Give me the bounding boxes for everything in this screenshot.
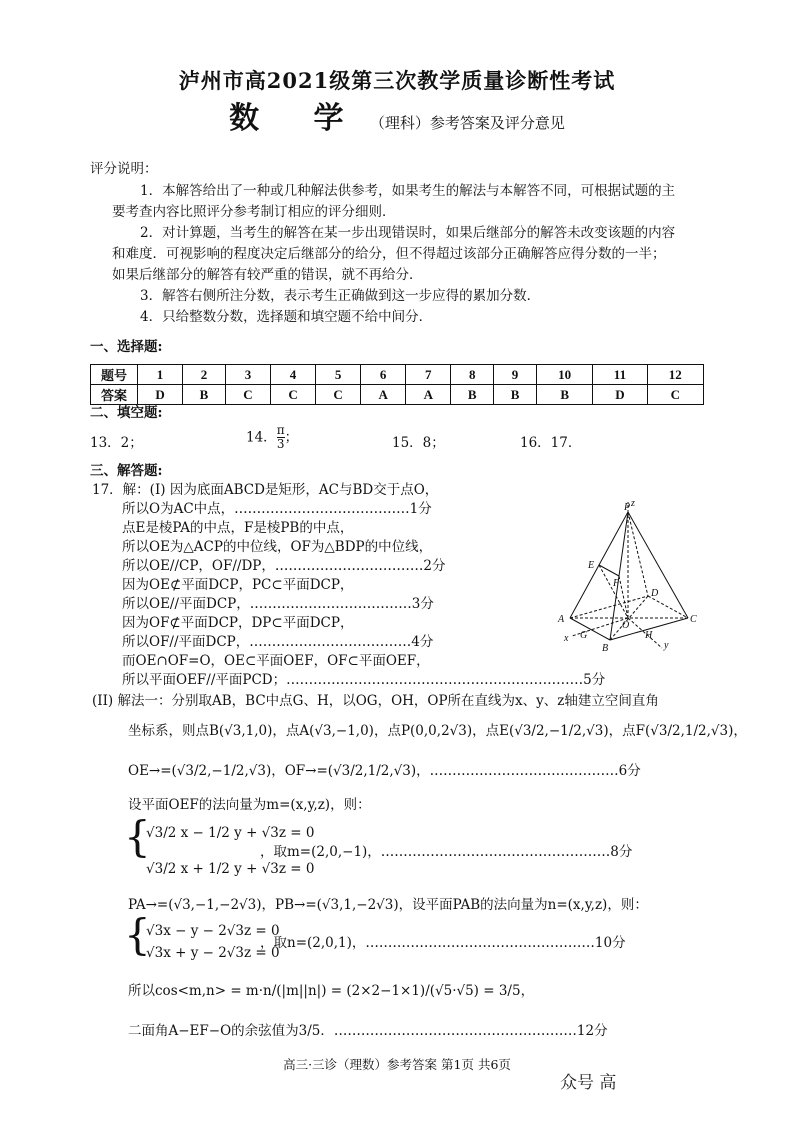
- solution-line: 而OE∩OF=O，OE⊂平面OEF，OF⊂平面OEF，: [122, 653, 430, 669]
- equation-line: √3x − y − 2√3z = 0: [146, 923, 280, 939]
- page-title: 泸州市高2021级第三次教学质量诊断性考试: [178, 68, 616, 93]
- answer-cell: B: [536, 385, 592, 405]
- equation-line: √3/2 x − 1/2 y + √3z = 0: [146, 825, 315, 841]
- table-label-cell: 题号: [91, 365, 138, 385]
- solution-line: 所以cos<m,n> = m·n/(|m||n|) = (2×2−1×1)/(√5·√5) = 3/5，: [128, 983, 535, 999]
- solution-line: ，取n=(2,0,1)，……………………………………………10分: [260, 935, 626, 951]
- figure-label: F: [613, 578, 620, 589]
- pyramid-figure: [550, 498, 700, 652]
- equation-line: √3/2 x + 1/2 y + √3z = 0: [146, 861, 315, 877]
- answer-table-row-answers: [91, 385, 704, 405]
- solution-line: 二面角A−EF−O的余弦值为3/5．………………………………………………12分: [128, 1023, 608, 1039]
- section-choice-heading: 一、选择题:: [90, 339, 163, 355]
- answer-cell: D: [138, 385, 183, 405]
- solution-line: 因为OF⊄平面DCP，DP⊂平面DCP，: [122, 615, 354, 631]
- page-footer: 高三·三诊（理数）参考答案 第1页 共6页: [283, 1057, 511, 1072]
- fill-answer-15: 15．8；: [392, 435, 445, 451]
- fill-answer-14-suffix: ；: [284, 429, 299, 446]
- grading-note-line: 1．本解答给出了一种或几种解法供参考，如果考生的解法与本解答不同，可根据试题的主: [140, 183, 676, 199]
- answer-cell: B: [183, 385, 226, 405]
- question-number-cell: 1: [138, 365, 183, 385]
- solution-line: OE→=(√3/2,−1/2,√3)，OF→=(√3/2,1/2,√3)，……………………………………6分: [128, 763, 641, 779]
- question-number-cell: 8: [451, 365, 494, 385]
- equation-brace: {: [124, 910, 151, 959]
- question-number-cell: 12: [647, 365, 703, 385]
- solution-line: 所以OF//平面DCP，………………………………4分: [122, 634, 434, 650]
- figure-label: H: [645, 630, 653, 641]
- solution-line: 所以OE//CP，OF//DP，……………………………2分: [122, 558, 446, 574]
- answer-cell: A: [406, 385, 451, 405]
- grading-notes-heading: 评分说明：: [90, 161, 158, 177]
- solution-line: 所以OE//平面DCP，………………………………3分: [122, 596, 434, 612]
- question-number-cell: 9: [494, 365, 537, 385]
- fraction-numerator: π: [276, 423, 285, 437]
- figure-label: A: [558, 614, 565, 625]
- table-label-cell: 答案: [91, 385, 138, 405]
- figure-label: P: [624, 502, 631, 513]
- figure-label: G: [580, 630, 588, 641]
- answer-cell: C: [647, 385, 703, 405]
- fill-answer-14: [246, 424, 298, 451]
- grading-note-line: 如果后继部分的解答有较严重的错误，就不再给分．: [112, 267, 423, 283]
- question-number-cell: 6: [361, 365, 406, 385]
- equation-brace: {: [124, 812, 151, 861]
- figure-label: C: [690, 614, 697, 625]
- answer-cell: C: [316, 385, 361, 405]
- solution-line: 所以OE为△ACP的中位线，OF为△BDP的中位线，: [122, 539, 433, 555]
- figure-edge: [628, 512, 648, 596]
- figure-label: O: [622, 620, 630, 631]
- question-number-cell: 5: [316, 365, 361, 385]
- grading-note-line: 和难度．可视影响的程度决定后继部分的给分，但不得超过该部分正确解答应得分数的一半；: [112, 246, 666, 262]
- subject-subtitle: （理科）参考答案及评分意见: [369, 114, 565, 132]
- figure-label: B: [602, 643, 609, 652]
- section-fill-heading: 二、填空题:: [90, 405, 163, 421]
- figure-label: x: [564, 633, 569, 644]
- fraction: [277, 424, 285, 451]
- solution-line: 因为OE⊄平面DCP，PC⊂平面DCP，: [122, 577, 354, 593]
- solution-line: 17．解：(I) 因为底面ABCD是矩形，AC与BD交于点O，: [92, 482, 439, 498]
- subject-line: [0, 101, 794, 136]
- subject-name: 数 学: [229, 101, 366, 136]
- watermark: 众号 高: [560, 1073, 617, 1093]
- answer-cell: A: [361, 385, 406, 405]
- question-number-cell: 2: [183, 365, 226, 385]
- grading-note-line: 4．只给整数分数，选择题和填空题不给中间分．: [140, 309, 433, 325]
- figure-label: y: [664, 640, 669, 651]
- grading-note-line: 3．解答右侧所注分数，表示考生正确做到这一步应得的累加分数．: [140, 288, 541, 304]
- figure-label: D: [651, 588, 659, 599]
- figure-edge: [619, 576, 628, 618]
- fill-answer-16: 16．17．: [520, 435, 582, 451]
- grading-note-line: 要考查内容比照评分参考制订相应的评分细则．: [112, 204, 396, 220]
- solution-line: 坐标系，则点B(√3,1,0)，点A(√3,−1,0)，点P(0,0,2√3)，点E(√3/2,−1/2,√3)，点F(√3/2,1/2,√3)，: [128, 723, 747, 739]
- question-number-cell: 4: [270, 365, 315, 385]
- figure-label: E: [588, 560, 595, 571]
- figure-edge: [570, 618, 610, 640]
- fill-answer-13: 13．2；: [90, 435, 143, 451]
- answer-cell: C: [225, 385, 270, 405]
- solution-line: PA→=(√3,−1,−2√3)，PB→=(√3,1,−2√3)，设平面PAB的法向量为n=(x,y,z)，则：: [128, 897, 648, 913]
- answer-cell: C: [270, 385, 315, 405]
- section-solution-heading: 三、解答题:: [90, 463, 163, 479]
- question-number-cell: 11: [593, 365, 647, 385]
- figure-label: z: [631, 498, 635, 509]
- equation-line: √3x + y − 2√3z = 0: [146, 945, 280, 961]
- question-number-cell: 10: [536, 365, 592, 385]
- solution-line: ，取m=(2,0,−1)，……………………………………………8分: [260, 844, 633, 860]
- answer-cell: B: [451, 385, 494, 405]
- solution-line: 所以平面OEF//平面PCD；…………………………………………………………5分: [122, 672, 606, 688]
- answer-cell: D: [593, 385, 647, 405]
- grading-note-line: 2．对计算题，当考生的解答在某一步出现错误时，如果后继部分的解答未改变该题的内容: [140, 225, 676, 241]
- answer-cell: B: [494, 385, 537, 405]
- answer-table: [90, 364, 704, 405]
- fraction-denominator: 3: [276, 437, 285, 451]
- solution-line: (II) 解法一：分别取AB，BC中点G、H，以OG，OH，OP所在直线为x、y、z轴建立空间直角: [92, 693, 659, 709]
- figure-edge: [628, 512, 688, 618]
- solution-line: 设平面OEF的法向量为m=(x,y,z)，则：: [128, 797, 371, 813]
- figure-edge: [570, 596, 648, 618]
- question-number-cell: 7: [406, 365, 451, 385]
- solution-line: 所以O为AC中点，…………………………………1分: [122, 501, 432, 517]
- solution-line: 点E是棱PA的中点，F是棱PB的中点，: [122, 520, 354, 536]
- question-number-cell: 3: [225, 365, 270, 385]
- fill-answer-14-prefix: 14．: [246, 429, 277, 446]
- answer-table-row-numbers: [91, 365, 704, 385]
